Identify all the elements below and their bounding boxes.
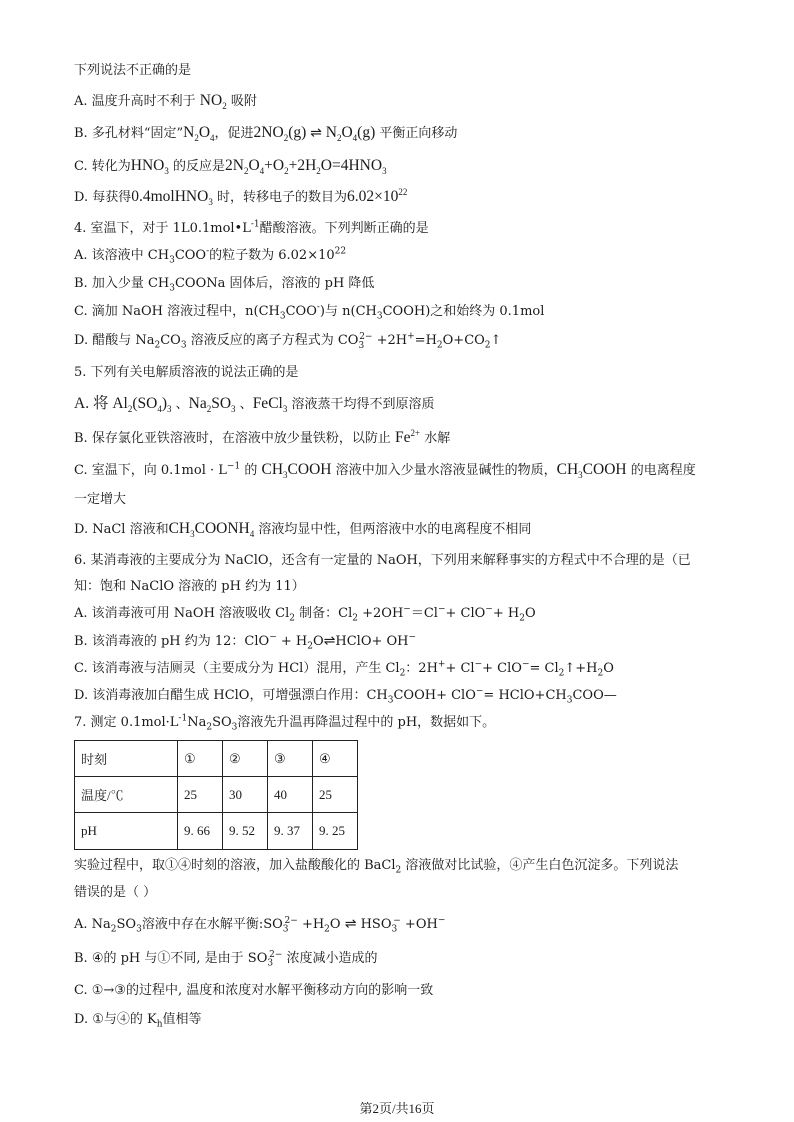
table-cell: ④ [313, 741, 358, 777]
question-5-option-a: A. 将 $Al_2(SO_4)_3$ 、$Na_2SO_3$ 、FeCl$_3$ 溶液蒸干均得不到原溶质 [74, 395, 435, 415]
table-cell: 25 [178, 777, 223, 813]
table-row [75, 777, 358, 813]
question-6-option-c: C. 该消毒液与洁厕灵（主要成分为 HCl）混用，产生 $Cl_2$：$2H^++ Cl^-+ ClO^-= Cl_2↑+H_2O$ [74, 659, 614, 679]
intro-question-line: 下列说法不正确的是 [74, 63, 192, 78]
question-5-option-c-continued: 一定增大 [74, 492, 127, 507]
table-cell: 9. 66 [178, 813, 223, 850]
question-5-option-d: D. NaCl 溶液和$CH_3COONH_4$ 溶液均显中性，但两溶液中水的电离程度不相同 [74, 520, 532, 540]
question-7-option-c: C. ①→③的过程中, 温度和浓度对水解平衡移动方向的影响一致 [74, 983, 434, 998]
question-6-stem: 6. 某消毒液的主要成分为 NaClO，还含有一定量的 NaOH，下列用来解释事实的方程式中不合理的是（已 [74, 553, 691, 568]
question-4-option-c: C. 滴加 NaOH 溶液过程中，$n(CH_3COO^-)$与 $n(CH_3COOH)$之和始终为 0.1mol [74, 302, 545, 322]
question-7-option-a: A. $Na_2SO_3$溶液中存在水解平衡$:SO_3^{2-} +H_2O$ ⇌ $HSO_3^- +OH^-$ [74, 915, 446, 935]
table-cell: 25 [313, 777, 358, 813]
table-cell: ② [223, 741, 268, 777]
question-7-option-b: B. ④的 pH 与①不同, 是由于 $SO_3^{2-}$ 浓度减小造成的 [74, 949, 378, 969]
table-cell: 30 [223, 777, 268, 813]
question-4-option-d: D. 醋酸与 $Na_2CO_3$ 溶液反应的离子方程式为 $CO_3^{2-}$ $+2H^+=H_2O+CO_2↑$ [74, 331, 502, 351]
question-7-description: 实验过程中，取①④时刻的溶液，加入盐酸酸化的 BaCl$_2$ 溶液做对比试验，④产生白色沉淀多。下列说法 [74, 858, 679, 876]
question-7-stem: 7. 测定 $0.1mol\cdot L^{-1}Na_2SO_3$溶液先升温再降温过程中的 pH，数据如下。 [74, 713, 496, 733]
table-header-cell: pH [75, 813, 178, 850]
question-4-stem: 4. 室温下，对于 $1L0.1mol•L^{-1}$醋酸溶液。下列判断正确的是 [74, 219, 429, 236]
table-row [75, 813, 358, 850]
question-6-stem-continued: 知：饱和 NaClO 溶液的 pH 约为 11） [74, 579, 305, 594]
question-6-option-a: A. 该消毒液可用 NaOH 溶液吸收 $Cl_2$ 制备：$Cl_2 +2OH^-=Cl^-+ ClO^-+ H_2O$ [74, 604, 536, 624]
question-7-option-d: D. ①与④的 $K_h$值相等 [74, 1012, 202, 1030]
question-5-option-c: C. 室温下，向 $0.1mol \cdot L^{-1}$ 的 $CH_3COOH$ 溶液中加入少量水溶液显碱性的物质，$CH_3COOH$ 的电离程度 [74, 461, 696, 481]
table-row [75, 741, 358, 777]
ph-data-table-wrapper [74, 740, 358, 850]
option-d-line: D. 每获得0.4molHNO$_3$ 时，转移电子的数目为$6.02\times 10^{22}$ [74, 186, 408, 208]
question-5-option-b: B. 保存氯化亚铁溶液时，在溶液中放少量铁粉，以防止 $Fe^{2+}$ 水解 [74, 427, 451, 446]
table-cell: ① [178, 741, 223, 777]
option-c-line: C. 转化为$HNO_3$ 的反应是$2N_2O_4+O_2+2H_2O=4HNO_3$ [74, 157, 387, 177]
table-cell: 9. 52 [223, 813, 268, 850]
question-7-description-continued: 错误的是（ ） [74, 885, 157, 900]
option-a-line: A. 温度升高时不利于 $NO_2$ 吸附 [74, 92, 257, 112]
table-cell: 9. 25 [313, 813, 358, 850]
question-6-option-d: D. 该消毒液加白醋生成 HClO，可增强漂白作用：$CH_3COOH+ ClO^-=$ $HClO+CH_3COO—$ [74, 686, 617, 706]
question-6-option-b: B. 该消毒液的 pH 约为 12：$ClO^- + H_2O\rightleftharpoons HClO+ OH^-$ [74, 632, 417, 652]
table-cell: ③ [268, 741, 313, 777]
ph-data-table [74, 740, 358, 850]
question-4-option-a: A. 该溶液中 $CH_3COO^-$的粒子数为 $6.02\times 10^{22}$ [74, 246, 347, 266]
table-header-cell: 温度/℃ [75, 777, 178, 813]
question-4-option-b: B. 加入少量 $CH_3COONa$ 固体后，溶液的 pH 降低 [74, 276, 375, 294]
table-cell: 9. 37 [268, 813, 313, 850]
question-5-stem: 5. 下列有关电解质溶液的说法正确的是 [74, 365, 299, 380]
option-b-line: B. 多孔材料“固定$”N_2O_4$，促进$2NO_2(g)$ ⇌ $N_2O_4(g)$ 平衡正向移动 [74, 124, 458, 144]
table-cell: 40 [268, 777, 313, 813]
table-header-cell: 时刻 [75, 741, 178, 777]
page-footer: 第2页/共16页 [359, 1101, 435, 1116]
